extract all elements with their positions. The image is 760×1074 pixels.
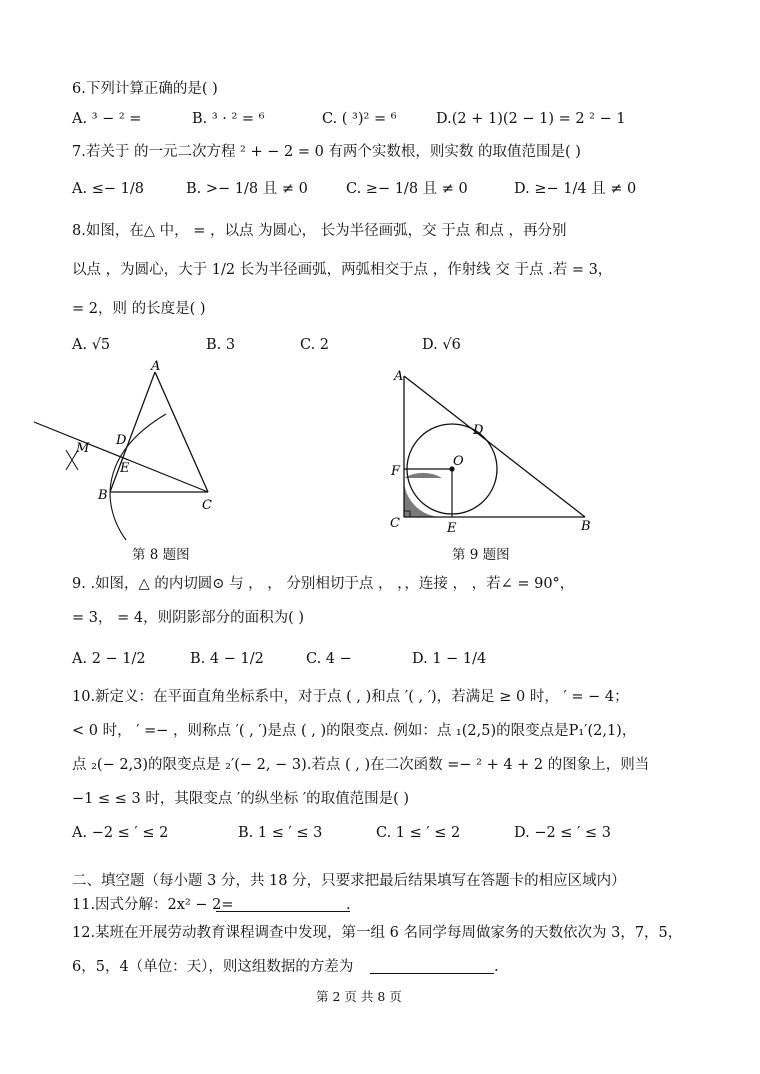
q10-line1: 10.新定义：在平面直角坐标系中，对于点 ( , )和点 ′( , ′)，若满足 ≥ 0 时， ′ = − 4；: [72, 689, 629, 705]
figure-9: [385, 362, 605, 537]
q10-line4: −1 ≤ ≤ 3 时，其限变点 ′的纵坐标 ′的取值范围是( ): [72, 791, 410, 807]
q12-line2: 6，5，4（单位：天），则这组数据的方差为: [72, 959, 354, 975]
fig8-label-c: C: [202, 498, 212, 513]
figure-8: [30, 358, 250, 543]
q6-option-c: C. ( ³)² = ⁶: [322, 111, 397, 127]
fig8-label-b: B: [98, 488, 108, 503]
q12-line1: 12.某班在开展劳动教育课程调查中发现，第一组 6 名同学每周做家务的天数依次为 3，7，5，: [72, 925, 683, 941]
q6-option-a: A. ³ − ² =: [72, 111, 142, 127]
fig8-label-m: M: [76, 441, 90, 456]
q8-option-b: B. 3: [206, 337, 236, 353]
q6-option-d: D.(2 + 1)(2 − 1) = 2 ² − 1: [436, 111, 626, 127]
q11-period: .: [346, 897, 351, 913]
q10-line3: 点 ₂(− 2,3)的限变点是 ₂′(− 2, − 3).若点 ( , )在二次函数 =− ² + 4 + 2 的图象上，则当: [72, 757, 650, 773]
q8-option-c: C. 2: [300, 337, 330, 353]
q10-option-b: B. 1 ≤ ′ ≤ 3: [238, 825, 323, 841]
section2-title: 二、填空题（每小题 3 分，共 18 分，只要求把最后结果填写在答题卡的相应区域内）: [72, 873, 626, 889]
q6-option-b: B. ³ · ² = ⁶: [192, 111, 265, 127]
fig9-label-a: A: [394, 369, 404, 384]
q12-period: .: [494, 959, 499, 975]
q7-option-a: A. ≤− 1/8: [72, 181, 144, 197]
q7-option-c: C. ≥− 1/8 且 ≠ 0: [346, 181, 468, 197]
q8-line1: 8.如图，在△ 中， = ，以点 为圆心， 长为半径画弧，交 于点 和点 ，再分别: [72, 223, 567, 239]
fig9-label-o: O: [453, 454, 464, 469]
fig9-label-f: F: [391, 464, 401, 479]
fig9-label-c: C: [390, 516, 400, 531]
q7-option-d: D. ≥− 1/4 且 ≠ 0: [514, 181, 637, 197]
fig9-label-e: E: [447, 521, 457, 536]
q8-option-d: D. √6: [422, 337, 461, 353]
q7-option-b: B. >− 1/8 且 ≠ 0: [186, 181, 308, 197]
q10-option-a: A. −2 ≤ ′ ≤ 2: [72, 825, 169, 841]
q8-line2: 以点 ，为圆心，大于 1/2 长为半径画弧，两弧相交于点 ，作射线 交 于点 .若 = 3，: [72, 262, 613, 278]
q9-line2: = 3， = 4，则阴影部分的面积为( ): [72, 610, 304, 626]
q9-option-b: B. 4 − 1/2: [190, 651, 264, 667]
q9-option-a: A. 2 − 1/2: [72, 651, 146, 667]
fig8-label-a: A: [151, 359, 161, 374]
page-footer: 第 2 页 共 8 页: [316, 989, 402, 1004]
q7-stem: 7.若关于 的一元二次方程 ² + − 2 = 0 有两个实数根，则实数 的取值范围是( ): [72, 144, 581, 160]
fig9-caption: 第 9 题图: [452, 547, 510, 563]
q8-line3: = 2，则 的长度是( ): [72, 301, 206, 317]
q10-option-c: C. 1 ≤ ′ ≤ 2: [376, 825, 461, 841]
q11-text: 11.因式分解：2x² − 2=: [72, 897, 234, 913]
q9-line1: 9. .如图，△ 的内切圆⊙ 与 ， ， 分别相切于点 ， ，，连接 ， ，若∠ = 90°，: [72, 576, 575, 592]
fig8-caption: 第 8 题图: [132, 547, 190, 563]
fig9-label-b: B: [581, 519, 591, 534]
fig8-label-d: D: [116, 433, 127, 448]
q10-line2: < 0 时， ′ =− ，则称点 ′( , ′)是点 ( , )的限变点. 例如：点 ₁(2,5)的限变点是P₁′(2,1)，: [72, 723, 637, 739]
q10-option-d: D. −2 ≤ ′ ≤ 3: [514, 825, 611, 841]
q11-answer-blank: [216, 910, 350, 912]
q9-option-d: D. 1 − 1/4: [412, 651, 487, 667]
fig8-label-e: E: [120, 461, 130, 476]
fig9-label-d: D: [473, 423, 484, 438]
q12-answer-blank: [370, 972, 494, 974]
q8-option-a: A. √5: [72, 337, 111, 353]
q9-option-c: C. 4 −: [306, 651, 352, 667]
q6-stem: 6.下列计算正确的是( ): [72, 81, 218, 97]
fig8-side-ab: [110, 372, 155, 492]
